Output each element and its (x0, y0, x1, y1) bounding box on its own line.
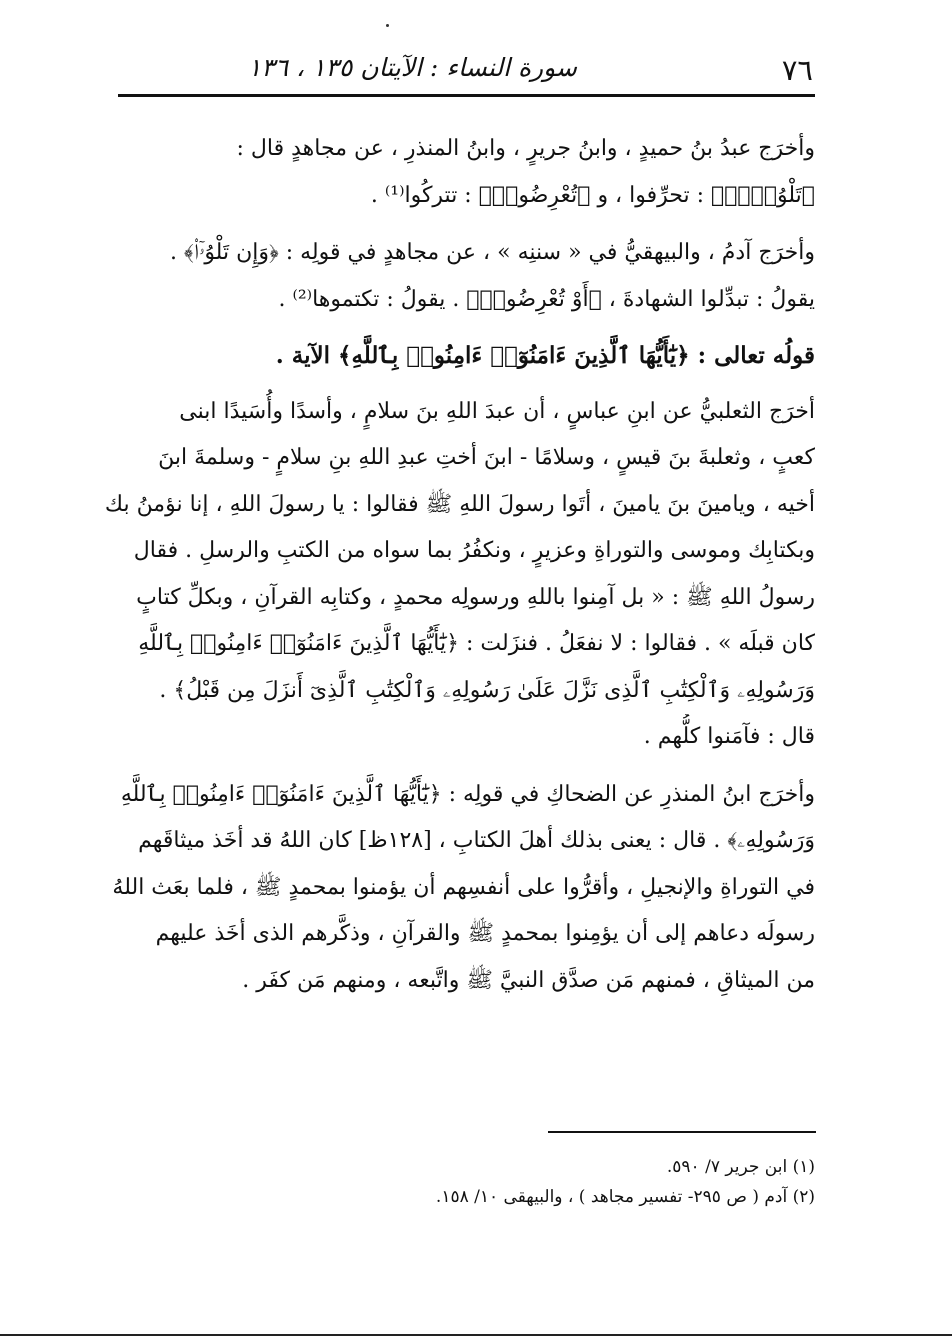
text-line: وأخرَج عبدُ بنُ حميدٍ ، وابنُ جريرٍ ، وابنُ المنذرِ ، عن مجاهدٍ قال : (236, 136, 815, 161)
scan-dot (386, 24, 389, 27)
text-line: وأخرَج ابنُ المنذرِ عن الضحاكِ في قولِه : ﴿يَٰٓأَيُّهَا ٱلَّذِينَ ءَامَنُوٓا۟ ءَامِنُوا۟ بِٱللَّهِ (120, 781, 815, 807)
text-line: أخرَج الثعلبيُّ عن ابنِ عباسٍ ، أن عبدَ اللهِ بنَ سلامٍ ، وأسدًا وأُسَيدًا ابنى (179, 398, 815, 424)
text-line: ﴿تَلْوُۥٓا۟﴾ : تحرِّفوا ، و ﴿تُعْرِضُوا۟﴾ : تتركُوا⁽¹⁾ . (370, 182, 815, 208)
text-line: كان قبلَه » . فقالوا : لا نفعَلُ . فنزَلت : ﴿يَٰٓأَيُّهَا ٱلَّذِينَ ءَامَنُوٓا۟ ءَامِنُوا۟ بِٱللَّهِ (138, 631, 815, 656)
text-line: وبكتابِك وموسى والتوراةِ وعزيرٍ ، ونكفُرُ بما سواه من الكتبِ والرسلِ . فقال (133, 538, 815, 563)
scan-edge-line (0, 1334, 952, 1336)
text-line: كعبٍ ، وثعلبةَ بنَ قيسٍ ، وسلامًا - ابنَ أختِ عبدِ اللهِ بنِ سلامٍ - وسلمةَ ابنَ (158, 445, 815, 470)
text-line: في التوراةِ والإنجيلِ ، وأقرُّوا على أنفسِهم أن يؤمنوا بمحمدٍ ﷺ ، فلما بعَث اللهُ (112, 874, 815, 900)
text-line: وأخرَج آدمُ ، والبيهقيُّ في « سننِه » ، عن مجاهدٍ في قولِه : ﴿وَإِن تَلْوُۥٓا۟﴾ . (170, 240, 815, 265)
paragraph-1 (103, 126, 815, 219)
text-line: من الميثاقِ ، فمنهم مَن صدَّق النبيَّ ﷺ واتَّبعه ، ومنهم مَن كفَر . (242, 967, 815, 993)
header-rule (118, 94, 815, 97)
footnotes (120, 1152, 815, 1212)
page-number: ٧٦ (781, 53, 813, 87)
paragraph-2 (103, 230, 815, 323)
footnote-2: (٢) آدم ( ص ٢٩٥- تفسير مجاهد ) ، والبيهقى ١٠/ ١٥٨. (435, 1187, 815, 1207)
body-text (103, 126, 815, 1004)
text-line: يقولُ : تبدِّلوا الشهادةَ ، ﴿أَوْ تُعْرِضُوا۟﴾ . يقولُ : تكتموها⁽²⁾ . (278, 286, 815, 312)
text-line: أخيه ، ويامينَ بنَ يامينَ ، أتَوا رسولَ اللهِ ﷺ فقالوا : يا رسولَ اللهِ ، إنا نؤمنُ بك (104, 491, 815, 517)
text-line: قال : فآمَنوا كلُّهم . (643, 724, 815, 749)
section-heading: قولُه تعالى : ﴿يَٰٓأَيُّهَا ٱلَّذِينَ ءَامَنُوٓا۟ ءَامِنُوا۟ بِٱللَّهِ﴾ الآية . (275, 342, 815, 369)
running-title: سورة النساء : الآيتان ١٣٥ ، ١٣٦ (247, 53, 577, 82)
footnote-rule (548, 1131, 816, 1133)
text-line: رسولُ اللهِ ﷺ : « بل آمِنوا باللهِ ورسولِه محمدٍ ، وكتابِه القرآنِ ، وبكلِّ كتابٍ (136, 584, 815, 610)
page-header (118, 44, 813, 92)
footnote-1: (١) ابن جرير ٧/ ٥٩٠. (666, 1157, 815, 1177)
text-line: وَرَسُولِهِۦ﴾ . قال : يعنى بذلك أهلَ الكتابِ ، [١٢٨ظ] كان اللهُ قد أخَذ ميثاقَهم (138, 828, 815, 853)
paragraph-3 (103, 389, 815, 761)
text-line: وَرَسُولِهِۦ وَٱلْكِتَٰبِ ٱلَّذِى نَزَّلَ عَلَىٰ رَسُولِهِۦ وَٱلْكِتَٰبِ ٱلَّذِىٓ أَنزَلَ مِن قَبْلُ﴾ . (159, 677, 815, 703)
paragraph-4 (103, 772, 815, 1005)
text-line: رسولَه دعاهم إلى أن يؤمِنوا بمحمدٍ ﷺ والقرآنِ ، وذكَّرهم الذى أخَذ عليهم (155, 921, 815, 946)
